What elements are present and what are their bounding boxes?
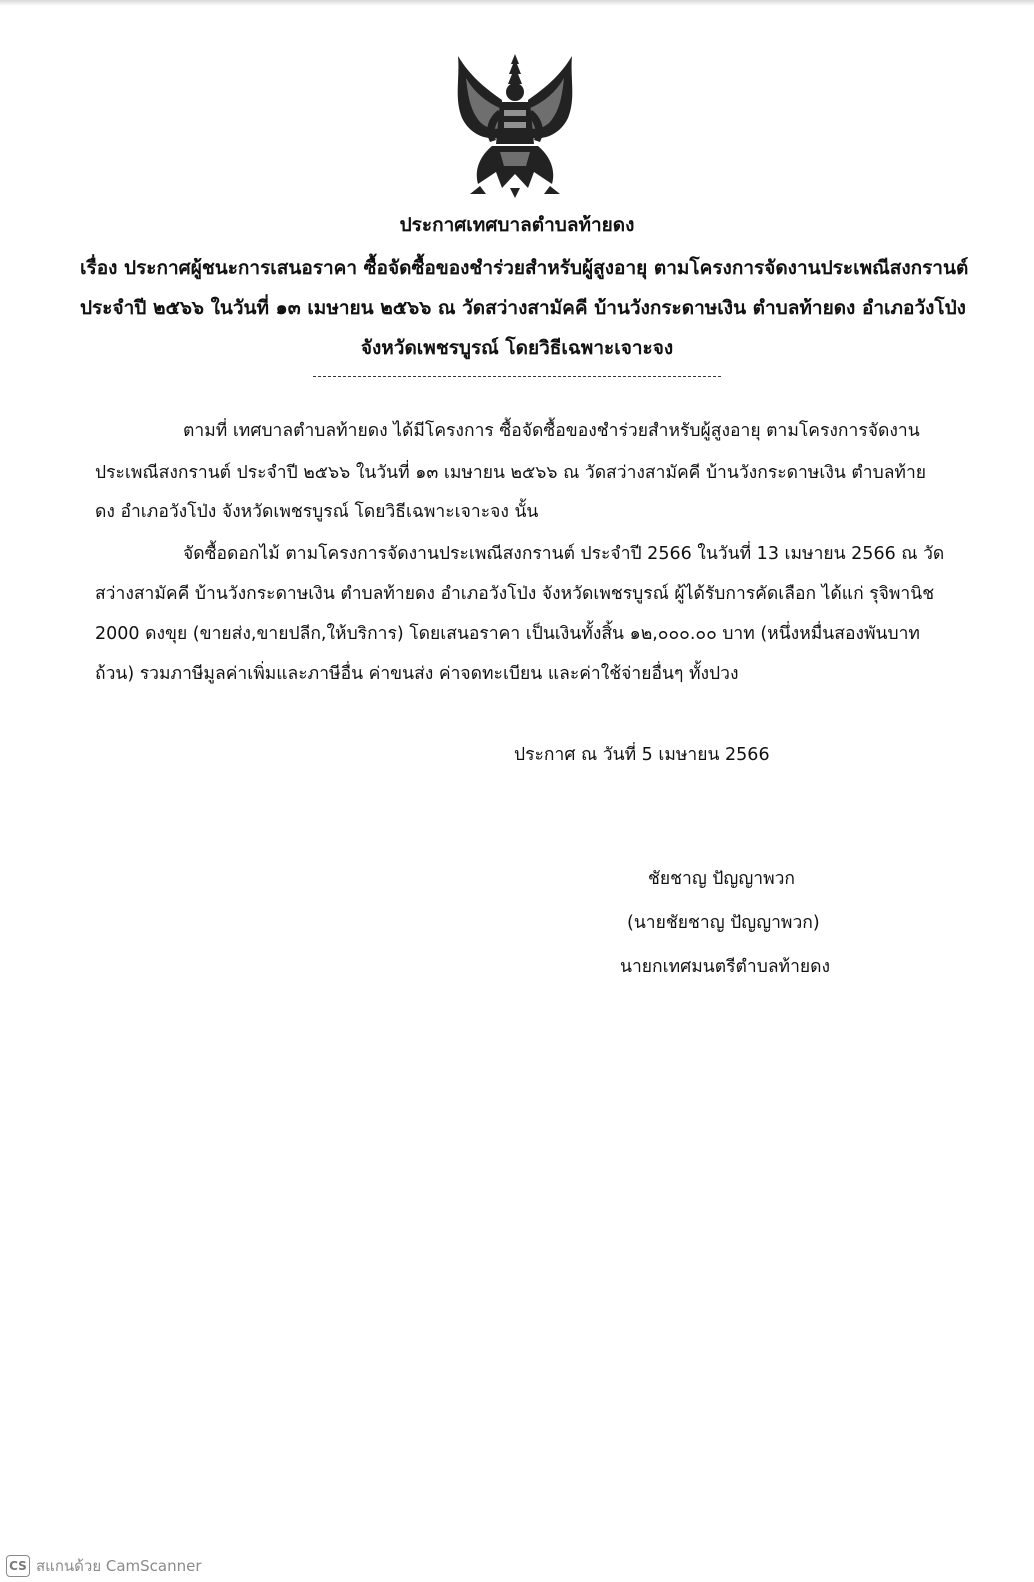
paragraph-1-line-1: ตามที่ เทศบาลตำบลท้ายดง ได้มีโครงการ ซื้อจัดซื้อของชำร่วยสำหรับผู้สูงอายุ ตามโครงการจัดงาน — [183, 421, 920, 441]
subject-line-2: ประจำปี ๒๕๖๖ ในวันที่ ๑๓ เมษายน ๒๕๖๖ ณ วัดสว่างสามัคคี บ้านวังกระดาษเงิน ตำบลท้ายดง อำเภอวังโป่ง — [80, 297, 966, 319]
camscanner-logo-icon: CS — [6, 1555, 30, 1577]
announcement-title: ประกาศเทศบาลตำบลท้ายดง — [399, 214, 635, 236]
separator-line — [313, 376, 721, 377]
subject-line-1: เรื่อง ประกาศผู้ชนะการเสนอราคา ซื้อจัดซื้อของชำร่วยสำหรับผู้สูงอายุ ตามโครงการจัดงานประเพณีสงกรานต์ — [80, 257, 969, 279]
paragraph-1-line-2: ประเพณีสงกรานต์ ประจำปี ๒๕๖๖ ในวันที่ ๑๓ เมษายน ๒๕๖๖ ณ วัดสว่างสามัคคี บ้านวังกระดาษเงิน ตำบลท้าย — [95, 463, 927, 483]
paragraph-2-line-1: จัดซื้อดอกไม้ ตามโครงการจัดงานประเพณีสงกรานต์ ประจำปี 2566 ในวันที่ 13 เมษายน 2566 ณ วัด — [183, 544, 945, 564]
garuda-emblem-icon — [440, 48, 590, 200]
signatory-position: นายกเทศมนตรีตำบลท้ายดง — [620, 957, 831, 977]
paragraph-2-line-3: 2000 ดงขุย (ขายส่ง,ขายปลีก,ให้บริการ) โดยเสนอราคา เป็นเงินทั้งสิ้น ๑๒,๐๐๐.๐๐ บาท (หนึ่งหมื่นสองพันบาท — [95, 624, 920, 644]
paragraph-2-line-2: สว่างสามัคคี บ้านวังกระดาษเงิน ตำบลท้ายดง อำเภอวังโป่ง จังหวัดเพชรบูรณ์ ผู้ได้รับการคัดเลือก ได้แก่ รุจิพานิช — [95, 584, 935, 604]
subject-line-3: จังหวัดเพชรบูรณ์ โดยวิธีเฉพาะเจาะจง — [360, 337, 674, 359]
signatory-printed-name: (นายชัยชาญ ปัญญาพวก) — [627, 913, 820, 933]
scan-top-edge — [0, 0, 1034, 6]
watermark-text: สแกนด้วย CamScanner — [36, 1557, 202, 1575]
announcement-date: ประกาศ ณ วันที่ 5 เมษายน 2566 — [514, 745, 770, 765]
paragraph-1-line-3: ดง อำเภอวังโป่ง จังหวัดเพชรบูรณ์ โดยวิธีเฉพาะเจาะจง นั้น — [95, 502, 539, 522]
signature-name: ชัยชาญ ปัญญาพวก — [648, 869, 796, 889]
paragraph-2-line-4: ถ้วน) รวมภาษีมูลค่าเพิ่มและภาษีอื่น ค่าขนส่ง ค่าจดทะเบียน และค่าใช้จ่ายอื่นๆ ทั้งปวง — [95, 664, 739, 684]
camscanner-watermark — [6, 1554, 202, 1578]
